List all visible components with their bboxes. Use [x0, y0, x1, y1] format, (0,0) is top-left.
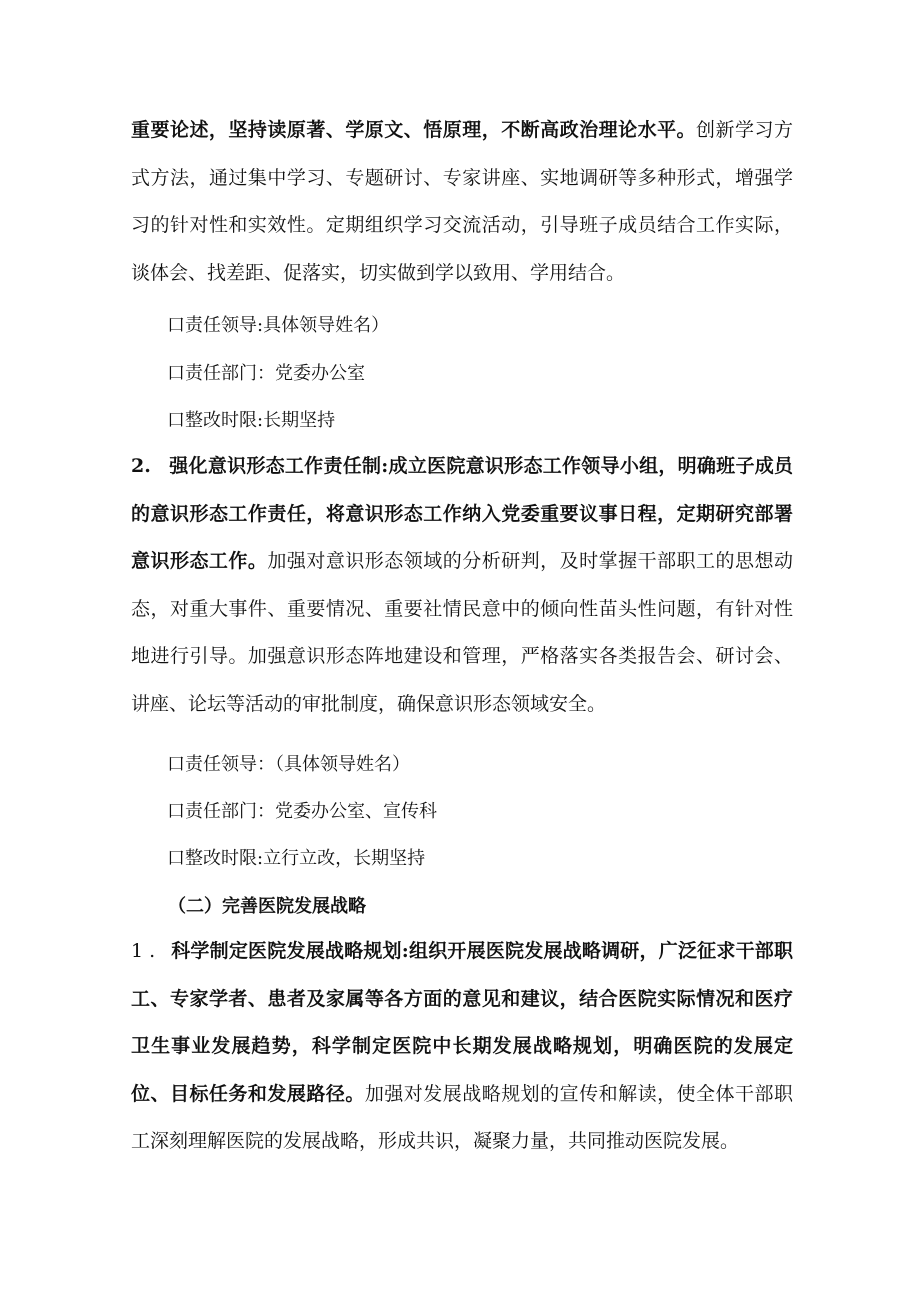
paragraph-study-methods — [131, 107, 793, 297]
rectification-deadline-2: 口整改时限:立行立改，长期坚持 — [167, 848, 426, 869]
item-number: 1 . — [131, 940, 156, 962]
paragraph-development-strategy — [131, 928, 793, 1166]
responsible-department-1: 口责任部门：党委办公室 — [167, 363, 365, 384]
paragraph-body: 创新学习方式方法，通过集中学习、专题研讨、专家讲座、实地调研等多种形式，增强学习的针对性和实效性。定期组织学习交流活动，引导班子成员结合工作实际，谈体会、找差距、促落实，切实做到学以致用、学用结合。 — [131, 119, 793, 284]
paragraph-body: 加强对意识形态领域的分析研判，及时掌握干部职工的思想动态，对重大事件、重要情况、重要社情民意中的倾向性苗头性问题，有针对性地进行引导。加强意识形态阵地建设和管理，严格落实各类报告会、研讨会、讲座、论坛等活动的审批制度，确保意识形态领域安全。 — [131, 550, 793, 715]
paragraph-body: 加强对发展战略规划的宣传和解读，使全体干部职工深刻理解医院的发展战略，形成共识，凝聚力量，共同推动医院发展。 — [131, 1082, 793, 1152]
responsible-leader-2: 口责任领导：（具体领导姓名） — [167, 754, 410, 775]
rectification-deadline-1: 口整改时限:长期坚持 — [167, 410, 336, 431]
paragraph-ideology-responsibility — [131, 443, 793, 728]
paragraph-bold-lead: 重要论述，坚持读原著、学原文、悟原理，不断高政治理论水平。 — [131, 119, 697, 141]
responsible-department-2: 口责任部门：党委办公室、宣传科 — [167, 801, 437, 822]
item-number: 2. — [131, 455, 151, 477]
paragraph-bold-lead: 强化意识形态工作责任制:成立医院意识形态工作领导小组，明确班子成员的意识形态工作责任，将意识形态工作纳入党委重要议事日程，定期研究部署意识形态工作。 — [131, 455, 793, 572]
paragraph-bold-lead: 科学制定医院发展战略规划:组织开展医院发展战略调研，广泛征求干部职工、专家学者、患者及家属等各方面的意见和建议，结合医院实际情况和医疗卫生事业发展趋势，科学制定医院中长期发展战略规划，明确医院的发展定位、目标任务和发展路径。 — [131, 940, 793, 1105]
section-heading: （二）完善医院发展战略 — [168, 896, 366, 917]
responsible-leader-1: 口责任领导:具体领导姓名） — [167, 315, 390, 336]
